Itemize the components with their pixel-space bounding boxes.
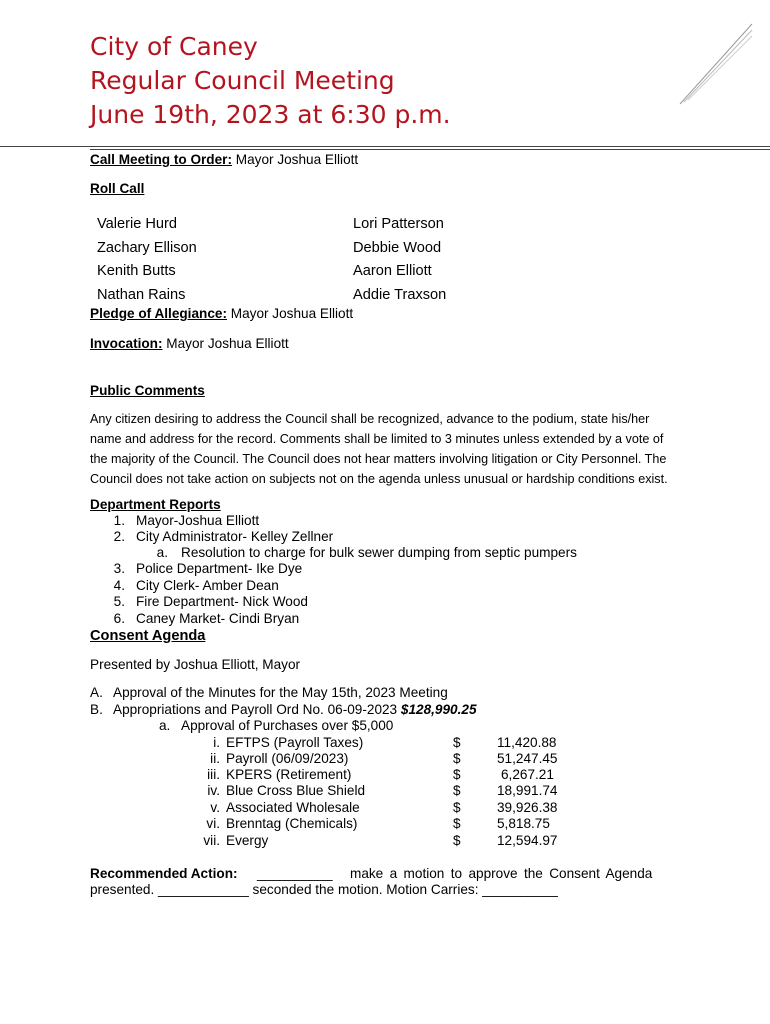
invocation-value: Mayor Joshua Elliott — [166, 336, 289, 351]
invocation-label: Invocation: — [90, 336, 163, 351]
roll-call-member: Nathan Rains — [97, 287, 186, 303]
decorative-lines-graphic — [678, 22, 754, 106]
recommended-action-blank3: __________ — [482, 882, 558, 897]
roll-call-member: Debbie Wood — [353, 240, 442, 256]
list-number: a. — [156, 545, 168, 560]
department-report-item: Fire Department- Nick Wood — [136, 594, 308, 609]
purchase-num: i. — [213, 735, 220, 750]
consent-agenda-heading: Consent Agenda — [90, 628, 206, 644]
call-to-order — [90, 152, 358, 168]
purchase-amount: 12,594.97 — [497, 833, 558, 848]
purchase-currency: $ — [453, 751, 461, 766]
purchase-currency: $ — [453, 735, 461, 750]
department-report-item: City Clerk- Amber Dean — [136, 578, 279, 593]
purchase-name: Payroll (06/09/2023) — [226, 751, 349, 766]
call-to-order-label: Call Meeting to Order: — [90, 152, 232, 167]
consent-sub-a: Approval of Purchases over $5,000 — [181, 718, 394, 733]
list-number: 1. — [113, 513, 125, 528]
recommended-action-blank1: __________ — [257, 866, 333, 881]
list-number: 6. — [113, 611, 125, 626]
purchase-amount: 11,420.88 — [497, 735, 557, 750]
purchase-num: iv. — [207, 783, 220, 798]
purchase-currency: $ — [453, 816, 461, 831]
list-number: 5. — [113, 594, 125, 609]
department-report-item: Mayor-Joshua Elliott — [136, 513, 260, 528]
title-meeting: Regular Council Meeting — [90, 66, 395, 95]
consent-item-a-num: A. — [90, 685, 103, 700]
list-number: 3. — [113, 561, 125, 576]
department-report-item: Police Department- Ike Dye — [136, 561, 303, 576]
roll-call-member: Zachary Ellison — [97, 240, 197, 256]
purchase-num: ii. — [210, 751, 220, 766]
purchase-currency: $ — [453, 800, 461, 815]
purchase-name: Evergy — [226, 833, 269, 848]
recommended-action-text2a: presented. — [90, 882, 155, 897]
recommended-action-label: Recommended Action: — [90, 866, 238, 881]
consent-item-b-amount: $128,990.25 — [400, 702, 477, 717]
list-number: 2. — [113, 529, 125, 544]
purchase-name: Associated Wholesale — [226, 800, 360, 815]
consent-item-b-num: B. — [90, 702, 103, 717]
roll-call-member: Addie Traxson — [353, 287, 447, 303]
recommended-action-blank2: ____________ — [158, 882, 249, 897]
roll-call-member: Lori Patterson — [353, 216, 444, 232]
consent-item-b — [113, 702, 477, 718]
consent-agenda-presenter: Presented by Joshua Elliott, Mayor — [90, 657, 301, 672]
recommended-action-line1 — [90, 866, 238, 882]
department-reports-heading: Department Reports — [90, 497, 221, 512]
consent-item-b-text: Appropriations and Payroll Ord No. 06-09-2023 — [113, 702, 398, 717]
purchase-amount: 5,818.75 — [497, 816, 550, 831]
purchase-num: vi. — [206, 816, 220, 831]
public-comments-heading: Public Comments — [90, 383, 205, 398]
purchase-currency: $ — [453, 767, 461, 782]
purchase-name: KPERS (Retirement) — [226, 767, 352, 782]
purchase-name: Brenntag (Chemicals) — [226, 816, 358, 831]
consent-sub-a-num: a. — [159, 718, 171, 733]
purchase-amount: 18,991.74 — [497, 783, 558, 798]
consent-item-a: Approval of the Minutes for the May 15th, 2023 Meeting — [113, 685, 448, 700]
recommended-action-text2b: seconded the motion. Motion Carries: — [252, 882, 479, 897]
purchase-currency: $ — [453, 833, 461, 848]
recommended-action-line2 — [90, 882, 558, 898]
purchase-num: iii. — [207, 767, 220, 782]
department-report-subitem: Resolution to charge for bulk sewer dumping from septic pumpers — [181, 545, 577, 560]
public-comments-body: Any citizen desiring to address the Council shall be recognized, advance to the podium, state his/her name and address for the record. Comments shall be limited to 3 minutes unless extended by a vote of the majority of the Council. The Council does not hear matters involving litigation or City Personnel. The Council does not take action on subjects not on the agenda unless unusual or hardship conditions exist. — [90, 412, 668, 486]
purchase-amount: 51,247.45 — [497, 751, 558, 766]
pledge-label: Pledge of Allegiance: — [90, 306, 227, 321]
pledge-of-allegiance — [90, 306, 353, 322]
roll-call-member: Kenith Butts — [97, 263, 176, 279]
title-date: June 19th, 2023 at 6:30 p.m. — [90, 100, 451, 129]
roll-call-heading: Roll Call — [90, 181, 145, 196]
recommended-action-text1: make a motion to approve the Consent Agenda — [350, 866, 653, 881]
purchase-amount: 6,267.21 — [501, 767, 554, 782]
purchase-currency: $ — [453, 783, 461, 798]
header-rule-bottom — [90, 149, 770, 150]
header-rule-top — [0, 146, 770, 147]
purchase-num: v. — [210, 800, 220, 815]
invocation — [90, 336, 289, 352]
department-report-item: City Administrator- Kelley Zellner — [136, 529, 334, 544]
purchase-num: vii. — [203, 833, 220, 848]
pledge-value: Mayor Joshua Elliott — [230, 306, 354, 321]
purchase-amount: 39,926.38 — [497, 800, 558, 815]
department-report-item: Caney Market- Cindi Bryan — [136, 611, 300, 626]
title-city: City of Caney — [90, 32, 258, 61]
call-to-order-value: Mayor Joshua Elliott — [235, 152, 359, 167]
purchase-name: Blue Cross Blue Shield — [226, 783, 366, 798]
roll-call-member: Aaron Elliott — [353, 263, 432, 279]
roll-call-member: Valerie Hurd — [97, 216, 178, 232]
purchase-name: EFTPS (Payroll Taxes) — [226, 735, 364, 750]
list-number: 4. — [113, 578, 125, 593]
